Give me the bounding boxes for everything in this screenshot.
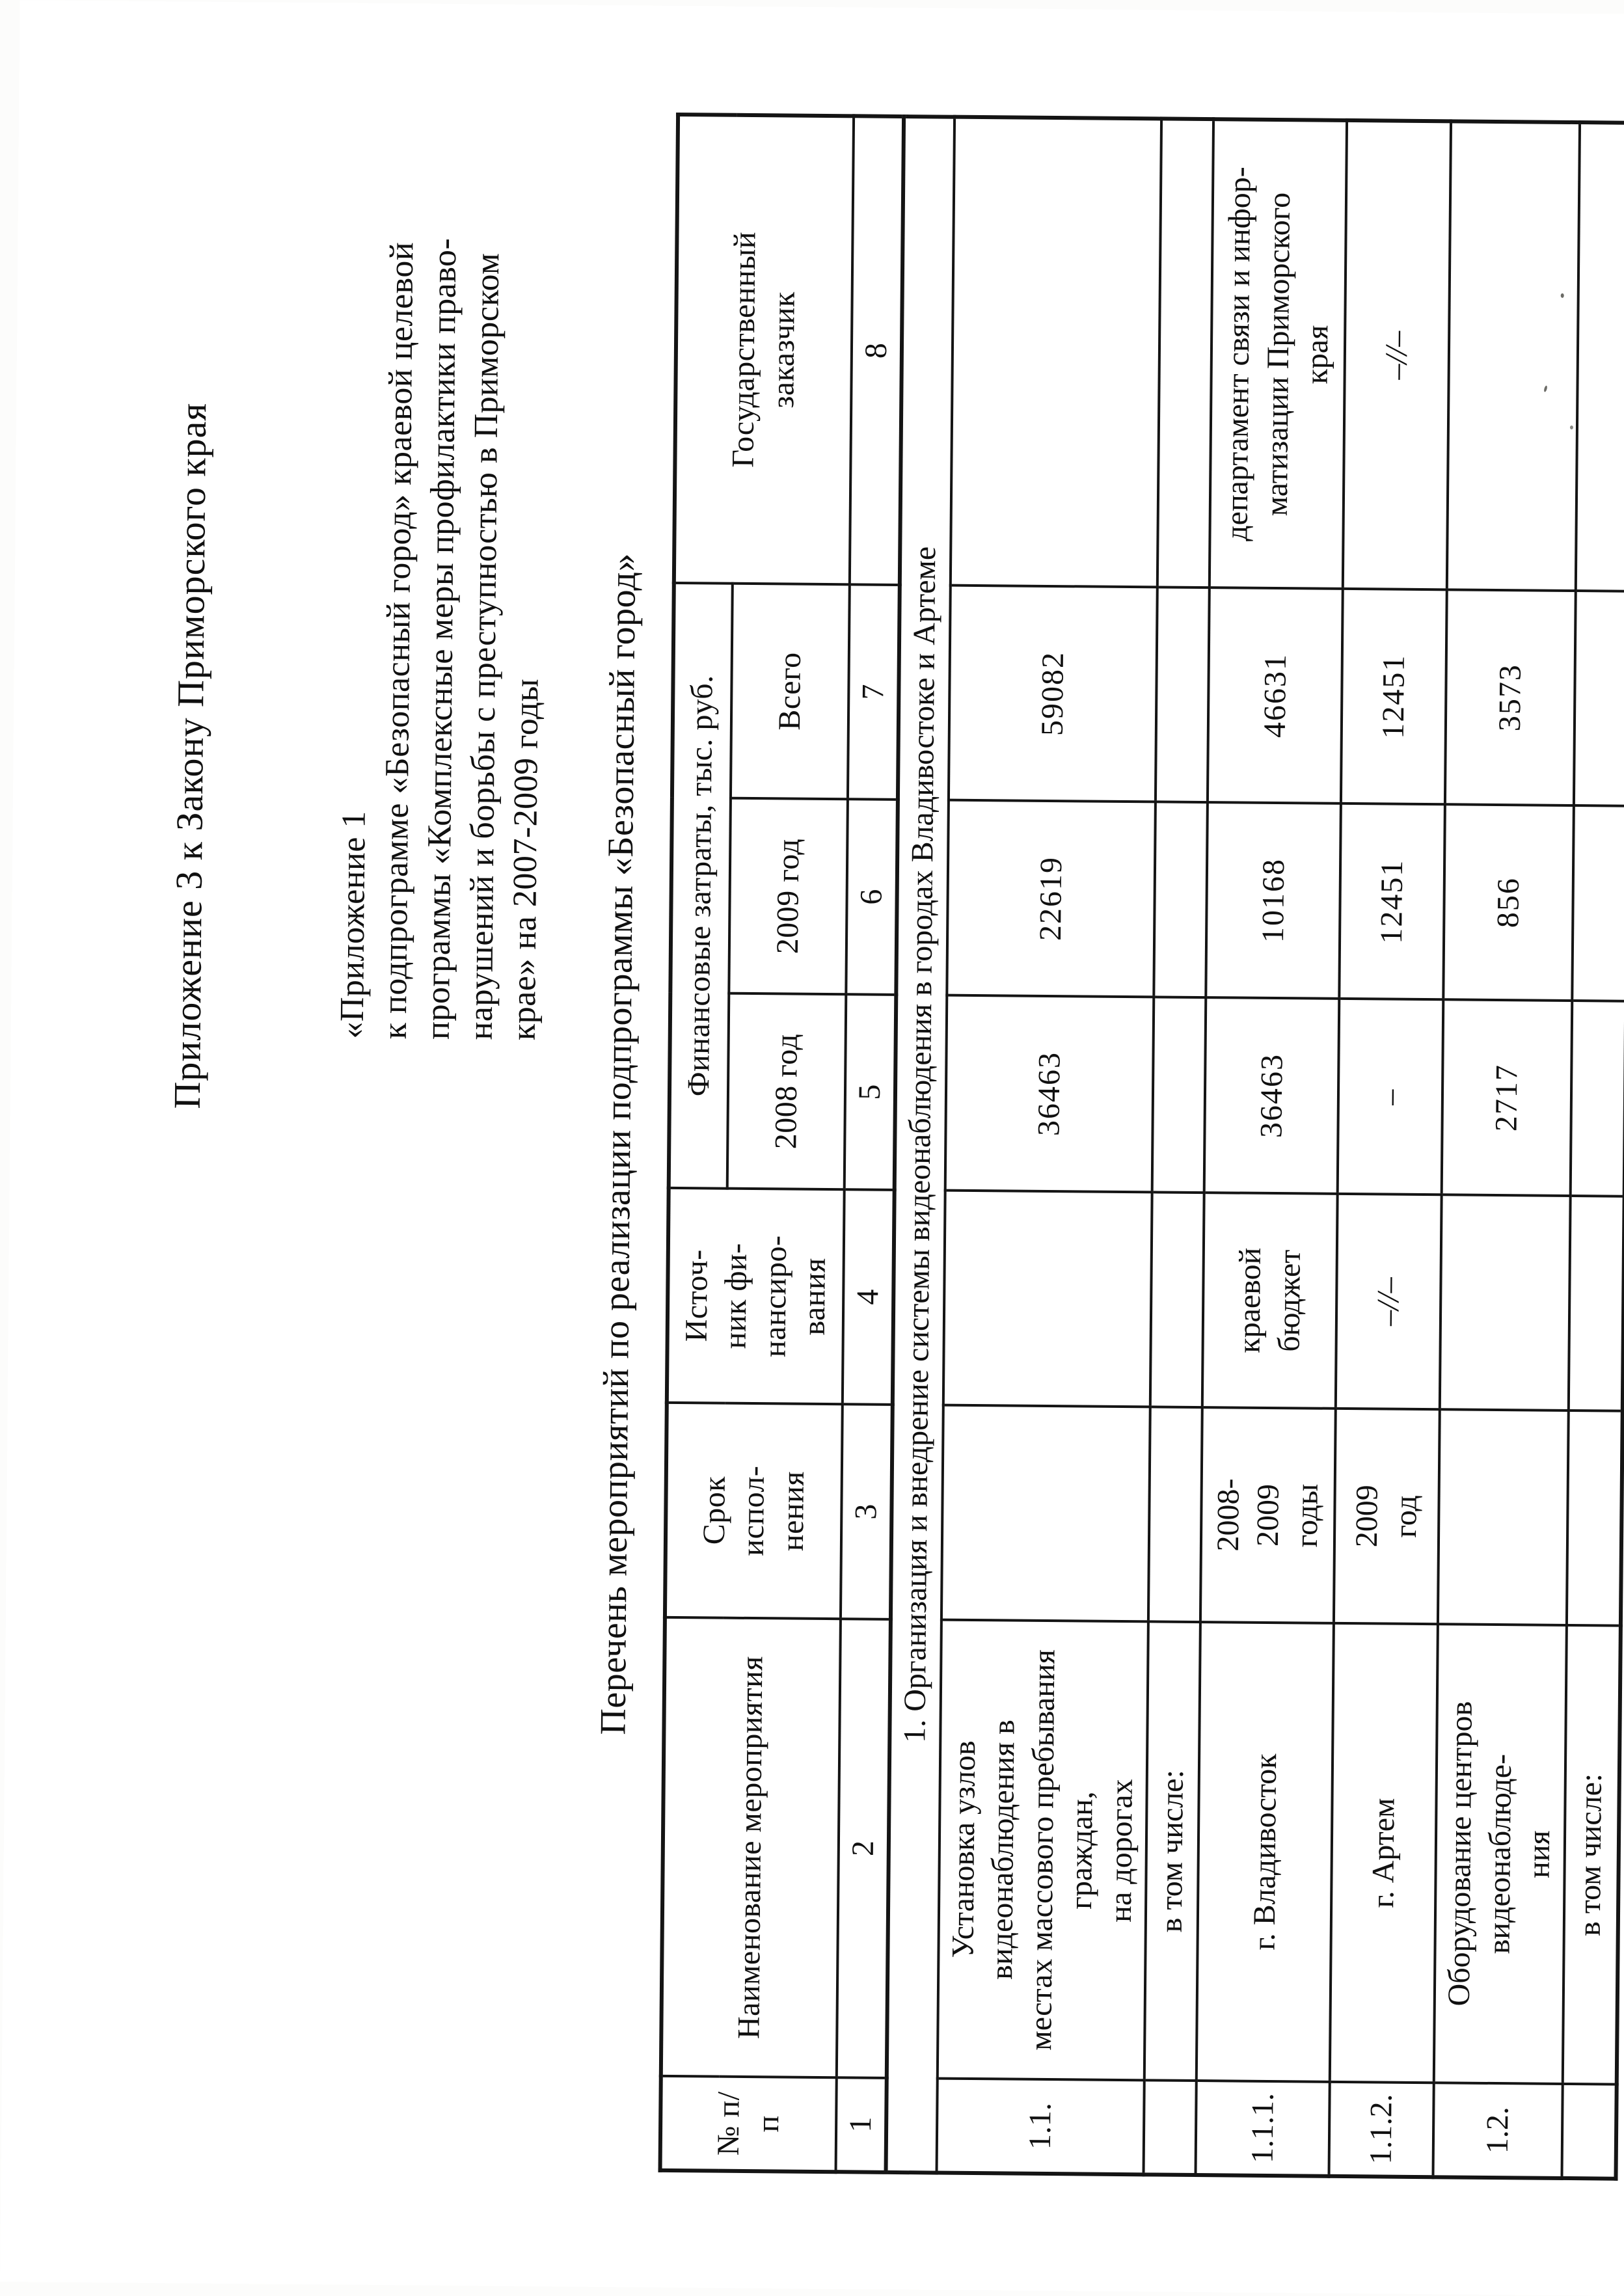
cell-source: краевой бюджет: [1202, 1193, 1338, 1409]
measures-table: [658, 113, 1624, 2181]
col-header-num: № п/п: [660, 2076, 837, 2172]
cell-source: [1568, 1196, 1624, 1411]
cell-2008: 36463: [945, 995, 1154, 1193]
column-number: 6: [846, 799, 898, 995]
section-title: 1. Организация и внедрение системы видеонаблюдения в городах Владивостоке и Артеме: [886, 116, 954, 2173]
cell-customer: [1575, 122, 1624, 591]
cell-2009: 22619: [947, 800, 1156, 997]
cell-num: 1.1.2.: [1329, 2082, 1434, 2177]
appendix-line: «Приложение 1: [333, 810, 373, 1039]
column-number: 7: [848, 584, 900, 800]
column-number: 1: [836, 2077, 887, 2172]
column-number: 4: [843, 1189, 895, 1405]
cell-term: 2008- 2009 годы: [1200, 1407, 1336, 1623]
cell-measure-name: г. Артем: [1330, 1623, 1438, 2083]
appendix-line: к подпрограмме «Безопасный город» краевой целевой: [376, 241, 421, 1040]
cell-customer: [1157, 118, 1213, 588]
col-header-total: Всего: [731, 584, 850, 800]
cell-term: [1567, 1411, 1623, 1626]
cell-customer: [1447, 121, 1580, 591]
cell-2008: [1570, 1001, 1624, 1196]
cell-source: [943, 1191, 1152, 1407]
cell-customer: [951, 117, 1162, 588]
col-header-source: Источ- ник фи- нансиро- вания: [667, 1188, 845, 1404]
column-number: 8: [850, 116, 904, 585]
cell-num: [1562, 2084, 1616, 2179]
cell-num: [1144, 2080, 1197, 2175]
col-header-customer: Государственный заказчик: [674, 115, 854, 584]
cell-num: 1.2.: [1433, 2083, 1563, 2178]
cell-term: [941, 1405, 1150, 1622]
cell-2008: 36463: [1204, 997, 1340, 1194]
corner-note: Приложение 3 к Закону Приморского края: [165, 402, 215, 1109]
column-number: 5: [845, 994, 897, 1190]
cell-2009: 856: [1444, 804, 1574, 1001]
column-number: 3: [841, 1404, 893, 1619]
col-header-term: Срок испол- нения: [665, 1403, 843, 1619]
cell-customer: департамент связи и инфор- матизации Приморского края: [1210, 119, 1347, 589]
cell-source: –//–: [1336, 1194, 1442, 1409]
cell-total: 12451: [1341, 589, 1447, 804]
table-row: [1196, 119, 1347, 2176]
page-title: Перечень мероприятий по реализации подпрограммы «Безопасный город»: [593, 552, 644, 1735]
cell-total: 46631: [1208, 588, 1343, 804]
col-header-finance-group: Финансовые затраты, тыс. руб.: [669, 583, 733, 1189]
table-row: [1329, 120, 1452, 2177]
appendix-line: нарушений и борьбы с преступностью в Приморском: [462, 252, 507, 1040]
cell-measure-name: в том числе:: [1562, 1625, 1620, 2085]
appendix-reference-block: [331, 237, 553, 1040]
table-header-row: [660, 115, 737, 2171]
cell-measure-name: Оборудование центров видеонаблюде- ния: [1434, 1624, 1567, 2084]
cell-source: [1150, 1192, 1204, 1407]
cell-2008: –: [1338, 999, 1444, 1195]
table-row: [1433, 121, 1580, 2178]
cell-total: [1574, 591, 1624, 806]
cell-measure-name: г. Владивосток: [1197, 1622, 1334, 2082]
scan-speck: [1570, 425, 1573, 429]
appendix-line: программы «Комплексные меры профилактики право-: [419, 237, 464, 1040]
col-header-2009: 2009 год: [729, 798, 848, 995]
cell-2008: [1152, 997, 1206, 1193]
col-header-2008: 2008 год: [727, 993, 846, 1190]
cell-term: [1438, 1409, 1568, 1625]
cell-total: 59082: [949, 586, 1157, 802]
table-row: [936, 117, 1161, 2175]
cell-2009: 10168: [1206, 802, 1342, 999]
col-header-name: Наименование мероприятия: [661, 1617, 841, 2077]
cell-2009: 12451: [1340, 804, 1446, 999]
appendix-line: крае» на 2007-2009 годы: [505, 678, 546, 1041]
scan-speck: [1561, 293, 1564, 298]
cell-total: 3573: [1445, 589, 1575, 805]
cell-measure-name: Установка узлов видеонаблюдения в местах массового пребывания граждан, на дорогах: [938, 1620, 1148, 2081]
cell-total: [1156, 587, 1210, 802]
cell-term: [1148, 1407, 1202, 1622]
column-number: 2: [837, 1619, 891, 2078]
cell-2009: [1572, 805, 1624, 1001]
cell-2009: [1154, 802, 1208, 997]
cell-num: 1.1.1.: [1196, 2081, 1330, 2176]
cell-measure-name: в том числе:: [1144, 1621, 1200, 2081]
cell-source: [1440, 1195, 1570, 1411]
cell-num: 1.1.: [936, 2079, 1144, 2175]
cell-customer: –//–: [1343, 120, 1451, 589]
cell-2008: 2717: [1442, 999, 1572, 1196]
cell-term: 2009 год: [1334, 1409, 1440, 1624]
